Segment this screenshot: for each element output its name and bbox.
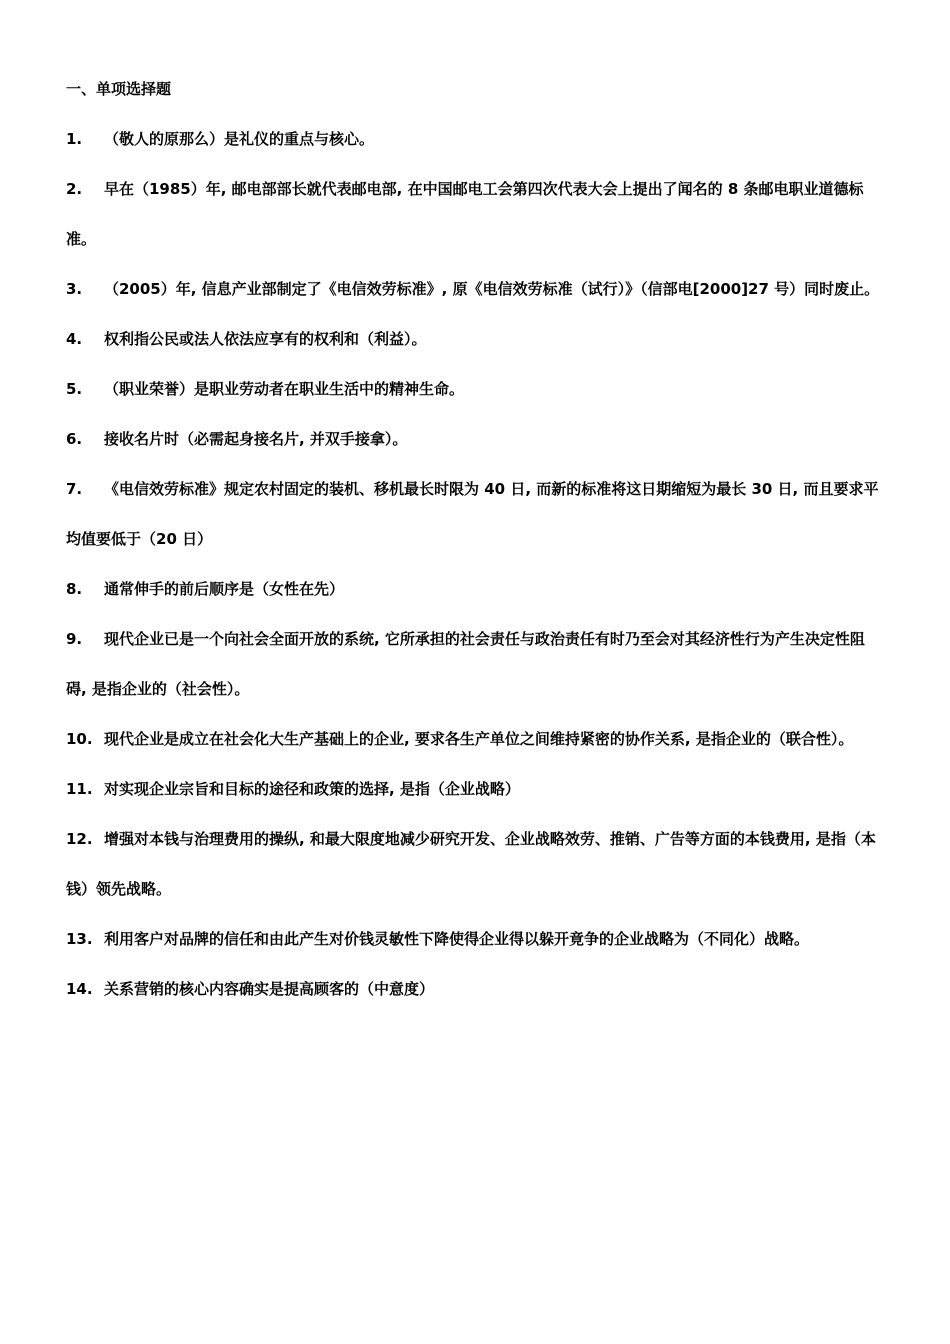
question-text: 利用客户对品牌的信任和由此产生对价钱灵敏性下降使得企业得以躲开竟争的企业战略为（不同化）战略。: [104, 930, 810, 948]
question-item: [66, 814, 881, 914]
question-item: [66, 364, 881, 414]
question-item: [66, 764, 881, 814]
question-text: （2005）年, 信息产业部制定了《电信效劳标准》, 原《电信效劳标准（试行）》（信部电[2000]27 号）同时废止。: [104, 280, 880, 298]
question-item: [66, 714, 881, 764]
question-item: [66, 564, 881, 614]
question-item: [66, 114, 881, 164]
question-number: 14.: [66, 980, 93, 998]
question-number: 7.: [66, 480, 83, 498]
question-item: [66, 914, 881, 964]
question-item: [66, 614, 881, 714]
question-number: 13.: [66, 930, 93, 948]
question-text: （敬人的原那么）是礼仪的重点与核心。: [104, 130, 375, 148]
question-text: 权利指公民或法人依法应享有的权利和（利益）。: [104, 330, 427, 348]
question-number: 6.: [66, 430, 83, 448]
section-heading: 一、单项选择题: [66, 80, 172, 98]
question-text: 现代企业已是一个向社会全面开放的系统, 它所承担的社会责任与政治责任有时乃至会对其经济性行为产生决定性阻碍, 是指企业的（社会性）。: [66, 630, 865, 698]
question-number: 5.: [66, 380, 83, 398]
question-number: 4.: [66, 330, 83, 348]
question-text: 《电信效劳标准》规定农村固定的装机、移机最长时限为 40 日, 而新的标准将这日期缩短为最长 30 日, 而且要求平均值要低于（20 日）: [66, 480, 879, 548]
question-item: [66, 464, 881, 564]
question-number: 3.: [66, 280, 83, 298]
question-number: 8.: [66, 580, 83, 598]
question-item: [66, 964, 881, 1014]
question-text: 通常伸手的前后顺序是（女性在先）: [104, 580, 345, 598]
question-number: 10.: [66, 730, 93, 748]
question-text: 对实现企业宗旨和目标的途径和政策的选择, 是指（企业战略）: [104, 780, 520, 798]
question-number: 1.: [66, 130, 83, 148]
question-text: 现代企业是成立在社会化大生产基础上的企业, 要求各生产单位之间维持紧密的协作关系, 是指企业的（联合性）。: [104, 730, 854, 748]
question-number: 12.: [66, 830, 93, 848]
question-item: [66, 314, 881, 364]
question-text: 关系营销的核心内容确实是提高顾客的（中意度）: [104, 980, 435, 998]
question-item: [66, 264, 881, 314]
question-text: 早在（1985）年, 邮电部部长就代表邮电部, 在中国邮电工会第四次代表大会上提出了闻名的 8 条邮电职业道德标准。: [66, 180, 864, 248]
question-number: 2.: [66, 180, 83, 198]
question-text: 增强对本钱与治理费用的操纵, 和最大限度地减少研究开发、企业战略效劳、推销、广告等方面的本钱费用, 是指（本钱）领先战略。: [66, 830, 876, 898]
document-content: [66, 76, 881, 1014]
question-item: [66, 414, 881, 464]
question-text: （职业荣誉）是职业劳动者在职业生活中的精神生命。: [104, 380, 465, 398]
question-number: 9.: [66, 630, 83, 648]
question-number: 11.: [66, 780, 93, 798]
question-text: 接收名片时（必需起身接名片, 并双手接拿）。: [104, 430, 408, 448]
question-item: [66, 164, 881, 264]
